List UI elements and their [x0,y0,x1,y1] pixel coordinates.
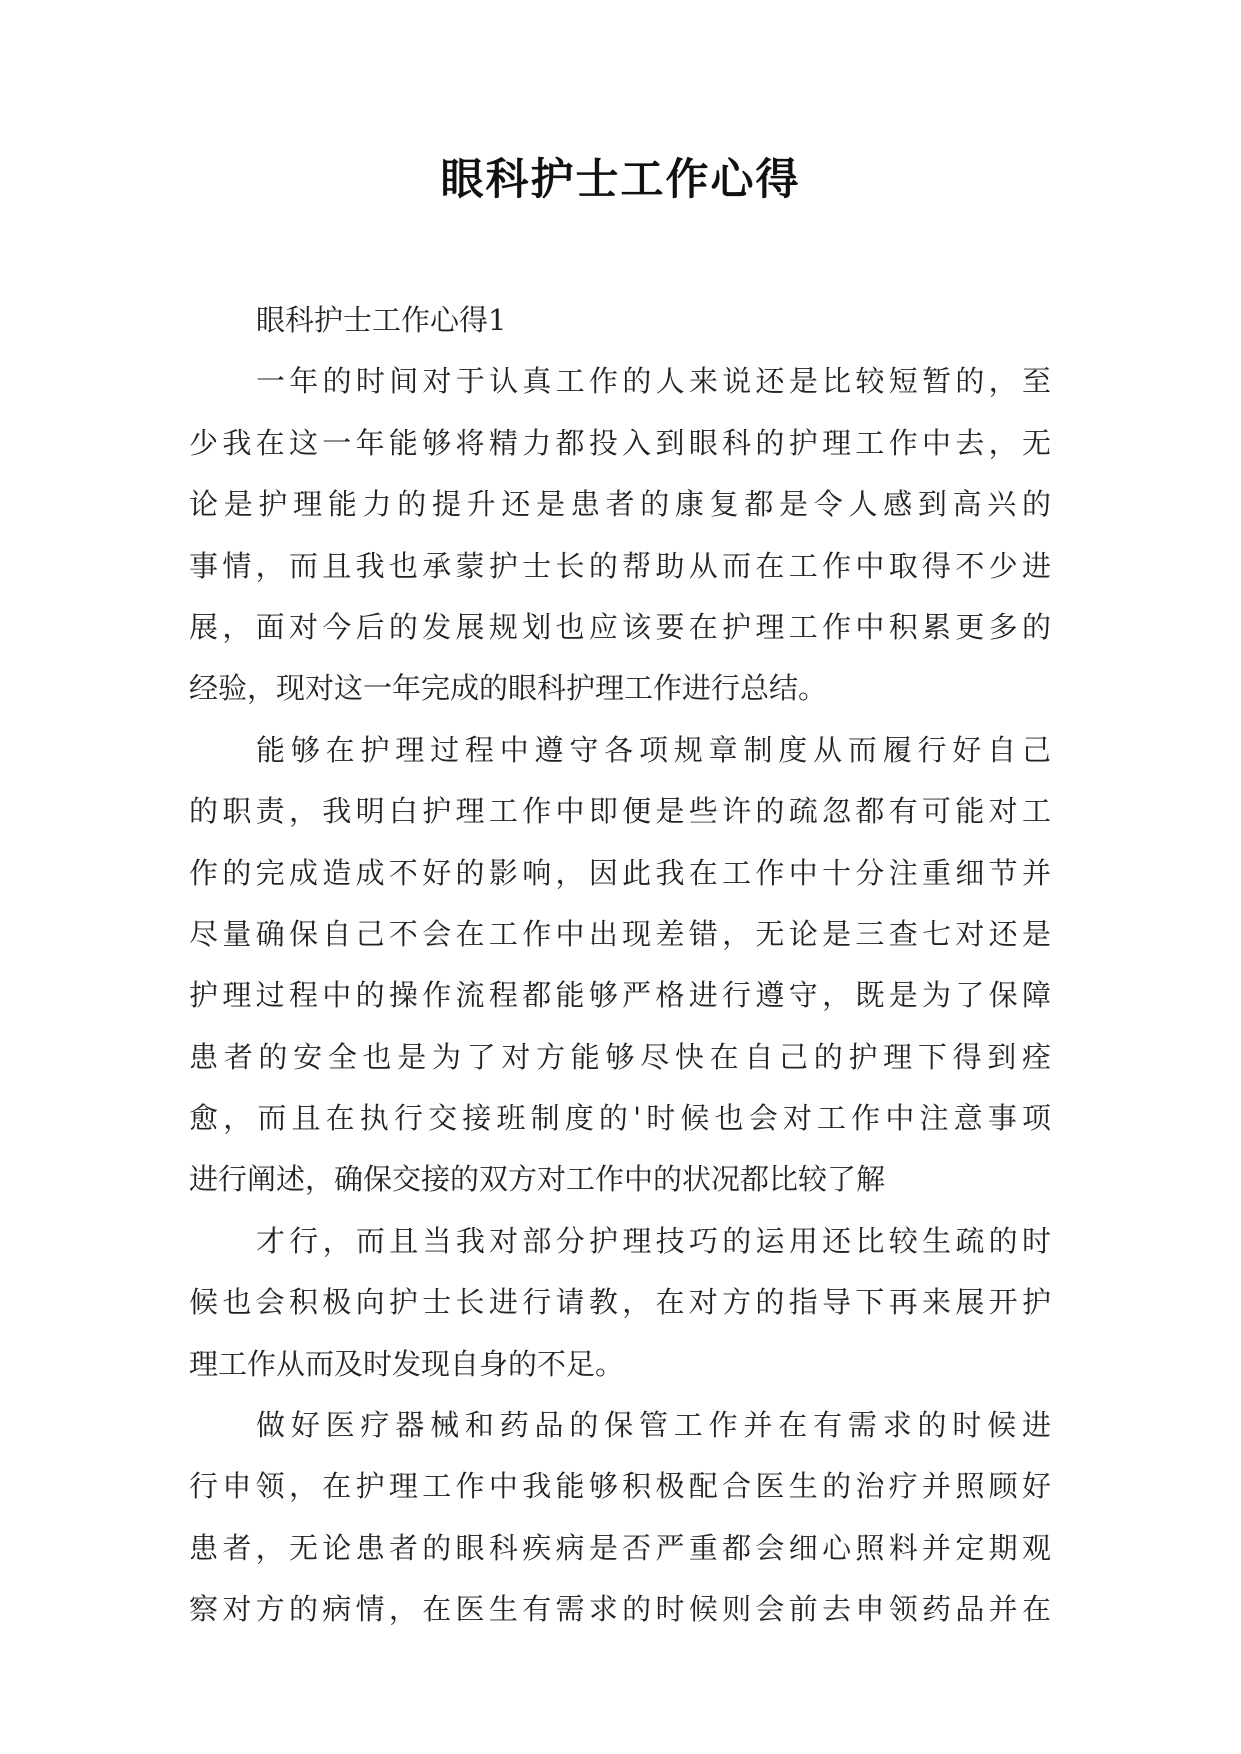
paragraph-line: 才行，而且当我对部分护理技巧的运用还比较生疏的时 [256,1223,1051,1258]
paragraph-line: 察对方的病情，在医生有需求的时候则会前去申领药品并在 [189,1592,1051,1627]
paragraph-line: 护理过程中的操作流程都能够严格进行遵守，既是为了保障 [189,978,1051,1013]
paragraph-line: 进行阐述，确保交接的双方对工作中的状况都比较了解 [189,1162,886,1197]
paragraph-line: 展，面对今后的发展规划也应该要在护理工作中积累更多的 [189,609,1051,644]
paragraph-line: 愈，而且在执行交接班制度的'时候也会对工作中注意事项 [189,1101,1051,1136]
paragraph-line: 作的完成造成不好的影响，因此我在工作中十分注重细节并 [189,855,1051,890]
paragraph-line: 能够在护理过程中遵守各项规章制度从而履行好自己 [256,732,1051,767]
paragraph-line: 经验，现对这一年完成的眼科护理工作进行总结。 [189,671,828,706]
paragraph-line: 做好医疗器械和药品的保管工作并在有需求的时候进 [256,1408,1051,1443]
paragraph-line: 行申领，在护理工作中我能够积极配合医生的治疗并照顾好 [189,1469,1051,1504]
document-body [189,290,1051,1641]
paragraph-line: 事情，而且我也承蒙护士长的帮助从而在工作中取得不少进 [189,548,1051,583]
paragraph-line: 候也会积极向护士长进行请教，在对方的指导下再来展开护 [189,1285,1051,1320]
paragraph-line: 理工作从而及时发现自身的不足。 [189,1346,625,1381]
section-heading: 眼科护士工作心得1 [256,303,507,337]
paragraph-line: 论是护理能力的提升还是患者的康复都是令人感到高兴的 [189,487,1051,522]
paragraph-line: 的职责，我明白护理工作中即便是些许的疏忽都有可能对工 [189,794,1051,829]
document-title: 眼科护士工作心得 [440,155,801,205]
paragraph-line: 少我在这一年能够将精力都投入到眼科的护理工作中去，无 [189,425,1051,460]
paragraph-line: 一年的时间对于认真工作的人来说还是比较短暂的，至 [256,364,1051,399]
paragraph-line: 患者的安全也是为了对方能够尽快在自己的护理下得到痊 [189,1039,1051,1074]
paragraph-line: 尽量确保自己不会在工作中出现差错，无论是三查七对还是 [189,916,1051,951]
paragraph-line: 患者，无论患者的眼科疾病是否严重都会细心照料并定期观 [189,1530,1051,1565]
